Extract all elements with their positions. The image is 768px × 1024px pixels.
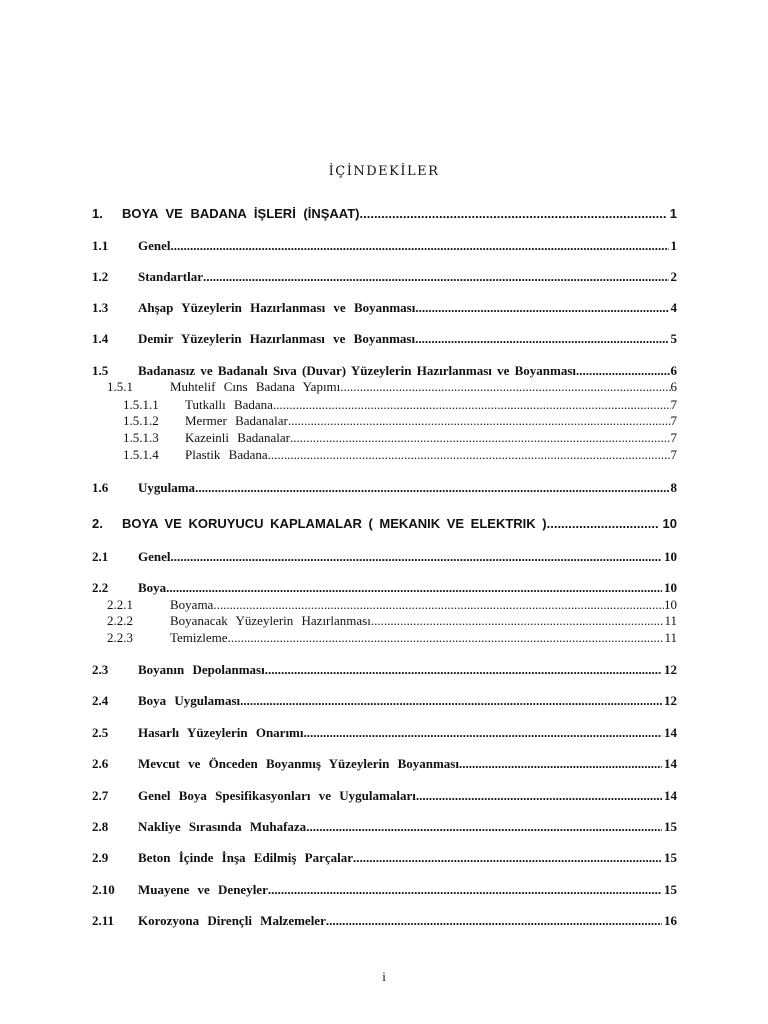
entry-number: 1.3 (92, 300, 109, 315)
entry-page: 6 (670, 363, 677, 378)
toc-entry-1-5-1-4[interactable] (123, 448, 677, 461)
entry-label: Temizleme (170, 630, 228, 645)
dot-leader (171, 550, 663, 563)
entry-page: 7 (670, 397, 677, 412)
entry-label: Genel (138, 238, 171, 253)
page-number: i (382, 969, 386, 984)
dot-leader (166, 581, 662, 594)
toc-entry-2-9[interactable] (92, 851, 677, 864)
entry-page: 14 (664, 756, 677, 771)
entry-page: 12 (664, 662, 677, 677)
dot-leader (306, 820, 662, 833)
entry-page: 7 (670, 413, 677, 428)
toc-entry-2-4[interactable] (92, 694, 677, 707)
entry-page: 6 (670, 379, 677, 394)
dot-leader (547, 517, 659, 530)
entry-number: 2.2 (92, 580, 109, 595)
toc-entry-2-10[interactable] (92, 883, 677, 896)
entry-number: 1. (92, 206, 103, 221)
entry-label: Tutkallı Badana (185, 397, 273, 412)
entry-label: Mermer Badanalar (185, 413, 288, 428)
dot-leader (371, 614, 665, 627)
toc-entry-2-7[interactable] (92, 789, 677, 802)
dot-leader (268, 448, 671, 461)
entry-number: 1.5.1 (107, 379, 133, 394)
dot-leader (240, 694, 662, 707)
entry-page: 11 (664, 630, 677, 645)
dot-leader (203, 270, 669, 283)
entry-number: 2.11 (92, 913, 115, 928)
entry-label: Beton İçinde İnşa Edilmiş Parçalar (138, 850, 354, 865)
entry-number: 2.2.2 (107, 613, 133, 628)
entry-number: 1.5.1.2 (123, 413, 159, 428)
entry-label: Standartlar (138, 269, 203, 284)
entry-number: 2. (92, 516, 103, 531)
entry-number: 1.4 (92, 331, 109, 346)
entry-number: 2.1 (92, 549, 109, 564)
entry-label: Genel Boya Spesifikasyonları ve Uygulamaları (138, 788, 416, 803)
entry-label: Uygulama (138, 480, 196, 495)
dot-leader (326, 914, 662, 927)
dot-leader (268, 883, 662, 896)
toc-entry-2-3[interactable] (92, 663, 677, 676)
dot-leader (228, 631, 665, 644)
toc-entry-1-5-1-1[interactable] (123, 398, 677, 411)
toc-entry-2-2-1[interactable] (107, 598, 677, 611)
entry-page: 7 (670, 447, 677, 462)
entry-page: 10 (664, 580, 677, 595)
entry-page: 16 (664, 913, 677, 928)
entry-label: Mevcut ve Önceden Boyanmış Yüzeylerin Boyanması (138, 756, 459, 771)
entry-label: Muhtelif Cıns Badana Yapımı (170, 379, 341, 394)
dot-leader (265, 663, 662, 676)
toc-entry-2-6[interactable] (92, 757, 677, 770)
entry-label: Boyama (170, 597, 214, 612)
entry-page: 1 (670, 238, 677, 253)
toc-entry-2-8[interactable] (92, 820, 677, 833)
entry-page: 10 (664, 597, 677, 612)
entry-label: Muayene ve Deneyler (138, 882, 268, 897)
entry-number: 1.5.1.3 (123, 430, 159, 445)
entry-page: 8 (670, 480, 677, 495)
entry-page: 1 (669, 206, 677, 221)
entry-label: Nakliye Sırasında Muhafaza (138, 819, 307, 834)
entry-number: 2.2.3 (107, 630, 133, 645)
dot-leader (195, 481, 668, 494)
entry-page: 11 (664, 613, 677, 628)
entry-label: Plastik Badana (185, 447, 268, 462)
entry-number: 1.5 (92, 363, 109, 378)
dot-leader (304, 726, 663, 739)
entry-page: 5 (670, 331, 677, 346)
toc-entry-1-4[interactable] (92, 332, 677, 345)
entry-label: Boyanın Depolanması (138, 662, 265, 677)
toc-entry-2-2-3[interactable] (107, 631, 677, 644)
entry-page: 15 (664, 819, 677, 834)
entry-label: Kazeinli Badanalar (185, 430, 290, 445)
toc-entry-1-5-1-2[interactable] (123, 414, 677, 427)
entry-page: 12 (664, 693, 677, 708)
entry-page: 7 (670, 430, 677, 445)
toc-entry-2-2[interactable] (92, 581, 677, 594)
entry-page: 10 (662, 516, 677, 531)
entry-number: 2.10 (92, 882, 115, 897)
entry-number: 2.2.1 (107, 597, 133, 612)
dot-leader (459, 757, 662, 770)
toc-entry-2-11[interactable] (92, 914, 677, 927)
entry-page: 14 (664, 725, 677, 740)
entry-number: 1.5.1.1 (123, 397, 159, 412)
dot-leader (576, 364, 670, 377)
toc-entry-1-3[interactable] (92, 301, 677, 314)
dot-leader (273, 398, 671, 411)
dot-leader (416, 789, 662, 802)
entry-label: Boya (138, 580, 167, 595)
dot-leader (340, 380, 670, 393)
entry-label: Boya Uygulaması (138, 693, 241, 708)
entry-number: 2.6 (92, 756, 109, 771)
toc-entry-2[interactable] (92, 517, 677, 530)
toc-entry-1-5[interactable] (92, 364, 677, 377)
toc-entry-2-1[interactable] (92, 550, 677, 563)
entry-page: 15 (664, 882, 677, 897)
toc-entry-1[interactable] (92, 207, 677, 220)
entry-label: BOYA VE BADANA İŞLERİ (İNŞAAT) (122, 206, 360, 221)
dot-leader (213, 598, 664, 611)
entry-number: 1.5.1.4 (123, 447, 159, 462)
toc-title: İÇİNDEKİLER (328, 164, 440, 179)
dot-leader (415, 332, 668, 345)
entry-label: Genel (138, 549, 171, 564)
entry-page: 14 (664, 788, 677, 803)
entry-number: 1.1 (92, 238, 109, 253)
entry-label: Ahşap Yüzeylerin Hazırlanması ve Boyanması (138, 300, 416, 315)
entry-label: Demir Yüzeylerin Hazırlanması ve Boyanması (138, 331, 416, 346)
toc-entry-1-5-1[interactable] (107, 380, 677, 393)
entry-label: BOYA VE KORUYUCU KAPLAMALAR ( MEKANIK VE ELEKTRIK ) (122, 516, 547, 531)
toc-entry-1-6[interactable] (92, 481, 677, 494)
dot-leader (415, 301, 668, 314)
entry-number: 2.7 (92, 788, 109, 803)
dot-leader (288, 414, 671, 427)
toc-entry-2-2-2[interactable] (107, 614, 677, 627)
toc-entry-1-5-1-3[interactable] (123, 431, 677, 444)
entry-page: 10 (664, 549, 677, 564)
toc-entry-1-2[interactable] (92, 270, 677, 283)
entry-label: Korozyona Dirençli Malzemeler (138, 913, 326, 928)
entry-number: 2.4 (92, 693, 109, 708)
entry-page: 4 (670, 300, 677, 315)
entry-page: 2 (670, 269, 677, 284)
dot-leader (360, 207, 666, 220)
entry-number: 2.8 (92, 819, 109, 834)
toc-entry-1-1[interactable] (92, 239, 677, 252)
entry-number: 2.5 (92, 725, 109, 740)
dot-leader (353, 851, 662, 864)
entry-number: 2.3 (92, 662, 109, 677)
dot-leader (171, 239, 669, 252)
entry-label: Hasarlı Yüzeylerin Onarımı (138, 725, 304, 740)
entry-page: 15 (664, 850, 677, 865)
entry-number: 1.2 (92, 269, 109, 284)
entry-number: 2.9 (92, 850, 109, 865)
toc-entry-2-5[interactable] (92, 726, 677, 739)
entry-label: Badanasız ve Badanalı Sıva (Duvar) Yüzeylerin Hazırlanması ve Boyanması (138, 363, 577, 378)
dot-leader (290, 431, 671, 444)
entry-number: 1.6 (92, 480, 109, 495)
entry-label: Boyanacak Yüzeylerin Hazırlanması (170, 613, 371, 628)
